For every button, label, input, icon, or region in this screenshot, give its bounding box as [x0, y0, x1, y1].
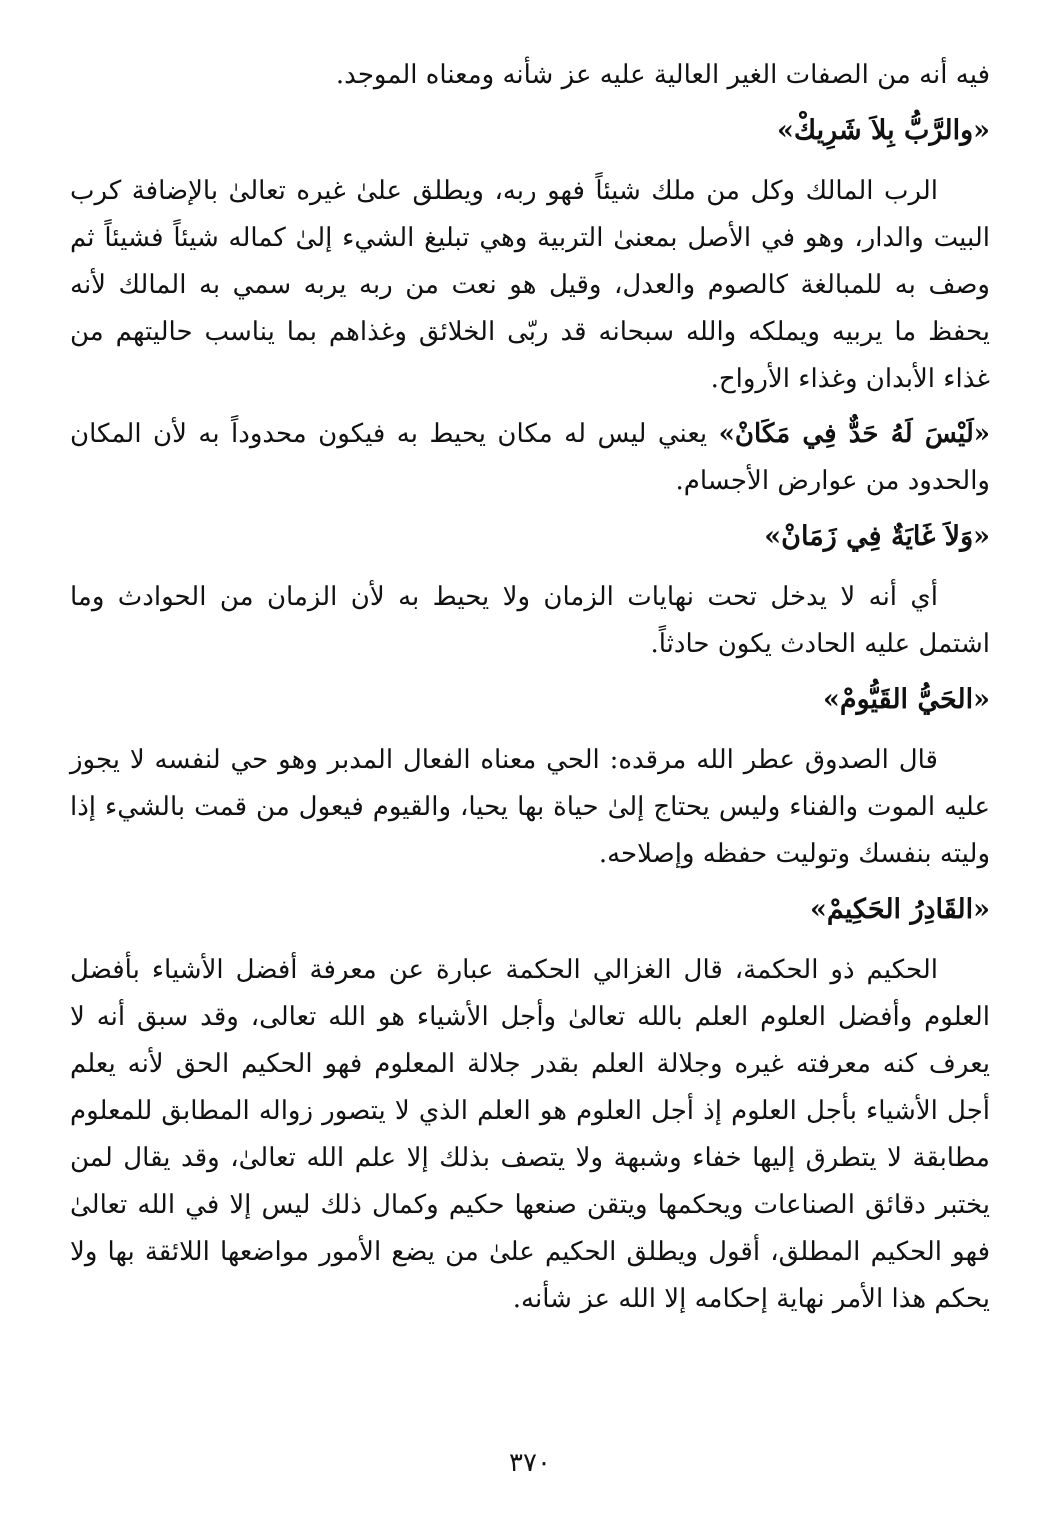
paragraph-zaman: أي أنه لا يدخل تحت نهايات الزمان ولا يحيط به لأن الزمان من الحوادث وما اشتمل عليه الحادث يكون حادثاً. — [70, 582, 990, 659]
paragraph-makan — [70, 411, 990, 505]
paragraph-intro: فيه أنه من الصفات الغير العالية عليه عز شأنه ومعناه الموجد. — [335, 60, 990, 90]
heading-zaman: «وَلاَ غَايَةٌ فِي زَمَانْ» — [764, 521, 990, 552]
heading-hayy: «الحَيُّ القَيُّومْ» — [822, 684, 990, 715]
paragraph-qadir: الحكيم ذو الحكمة، قال الغزالي الحكمة عبارة عن معرفة أفضل الأشياء بأفضل العلوم وأفضل العلوم العلم بالله تعالىٰ وأجل الأشياء هو الله تعالى، وقد سبق أنه لا يعرف كنه معرفته غيره وجلالة العلم بقدر جلالة المعلوم فهو الحكيم الحق لأنه يعلم أجل الأشياء بأجل العلوم إذ أجل العلوم هو العلم الذي لا يتصور زواله المطابق للمعلوم مطابقة لا يتطرق إليها خفاء وشبهة ولا يتصف بذلك إلا علم الله تعالىٰ، وقد يقال لمن يختبر دقائق الصناعات ويحكمها ويتقن صنعها حكيم وكمال ذلك ليس إلا في الله تعالىٰ فهو الحكيم المطلق، أقول ويطلق الحكيم علىٰ من يضع الأمور مواضعها اللائقة بها ولا يحكم هذا الأمر نهاية إحكامه إلا الله عز شأنه. — [70, 955, 990, 1314]
paragraph-rabb: الرب المالك وكل من ملك شيئاً فهو ربه، ويطلق علىٰ غيره تعالىٰ بالإضافة كرب البيت والدار، وهو في الأصل بمعنىٰ التربية وهي تبليغ الشيء إلىٰ كماله شيئاً فشيئاً ثم وصف به للمبالغة كالصوم والعدل، وقيل هو نعت من ربه يربه سمي به المالك لأنه يحفظ ما يربيه ويملكه والله سبحانه قد ربّى الخلائق وغذاهم بما يناسب حاليتهم من غذاء الأبدان وغذاء الأرواح. — [70, 176, 991, 394]
heading-qadir: «القَادِرُ الحَكِيمْ» — [809, 894, 990, 925]
paragraph-hayy: قال الصدوق عطر الله مرقده: الحي معناه الفعال المدبر وهو حي لنفسه لا يجوز عليه الموت والفناء وليس يحتاج إلىٰ حياة بها يحيا، والقيوم فيعول من قمت بالشيء إذا وليته بنفسك وتوليت حفظه وإصلاحه. — [70, 745, 990, 869]
heading-makan: «لَيْسَ لَهُ حَدٌّ فِي مَكَانْ» — [718, 419, 990, 449]
page-number: ٣٧٠ — [509, 1448, 551, 1478]
paragraph-makan-text: يعني ليس له مكان يحيط به فيكون محدوداً به لأن المكان والحدود من عوارض الأجسام. — [70, 419, 990, 496]
page-body — [70, 52, 990, 1331]
heading-rabb: «والرَّبُّ بِلاَ شَرِيكْ» — [776, 115, 990, 146]
